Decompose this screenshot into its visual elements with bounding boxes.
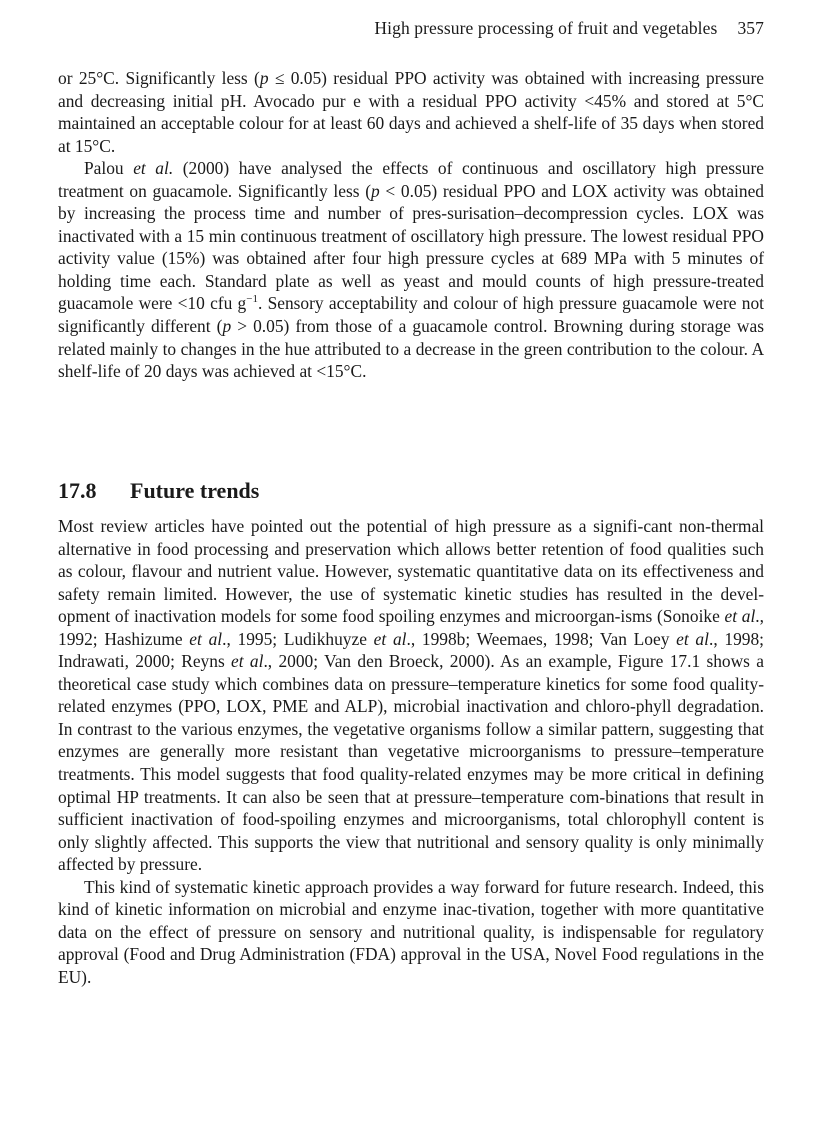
running-title: High pressure processing of fruit and vegetables bbox=[374, 18, 718, 38]
section-body bbox=[58, 515, 764, 988]
page-number: 357 bbox=[737, 18, 764, 38]
continued-text bbox=[58, 67, 764, 383]
paragraph-review: Most review articles have pointed out the potential of high pressure as a signifi-cant non-thermal alternative in food processing and preservation which allows better retention of food qualities such as colour, flavour and nutrient value. However, systematic quantitative data on its effectiveness and safety remain limited. However, the use of systematic kinetic studies has resulted in the devel-opment of inactivation models for some food spoiling enzymes and microorgan-isms (Sonoike et al., 1992; Hashizume et al., 1995; Ludikhuyze et al., 1998b; Weemaes, 1998; Van Loey et al., 1998; Indrawati, 2000; Reyns et al., 2000; Van den Broeck, 2000). As an example, Figure 17.1 shows a theoretical case study which combines data on pressure–temperature kinetics for some food quality-related enzymes (PPO, LOX, PME and ALP), microbial inactivation and chloro-phyll degradation. In contrast to the various enzymes, the vegetative organisms follow a similar pattern, suggesting that enzymes are generally more resistant than vegetative microorganisms to pressure–temperature treatments. This model suggests that food quality-related enzymes may be more critical in defining optimal HP treatments. It can also be seen that at pressure–temperature com-binations that result in sufficient inactivation of food-spoiling enzymes and microorganisms, total chlorophyll content is only slightly affected. This supports the view that nutritional and sensory quality is only minimally affected by pressure. bbox=[58, 516, 765, 875]
section-heading bbox=[58, 478, 259, 504]
paragraph-kinetic-approach: This kind of systematic kinetic approach provides a way forward for future research. Indeed, this kind of kinetic information on microbial and enzyme inac-tivation, together with more quantitative data on the effect of pressure on sensory and nutritional quality, is indispensable for regulatory approval (Food and Drug Administration (FDA) approval in the USA, Novel Food regulations in the EU). bbox=[58, 876, 764, 987]
section-title: Future trends bbox=[130, 478, 260, 503]
page bbox=[58, 0, 764, 1123]
paragraph-avocado: or 25°C. Significantly less (p ≤ 0.05) residual PPO activity was obtained with increasing pressure and decreasing initial pH. Avocado pur e with a residual PPO activity <45% and stored at 5°C maintained an acceptable colour for at least 60 days and achieved a shelf-life of 35 days when stored at 15°C. bbox=[58, 68, 764, 156]
paragraph-guacamole: Palou et al. (2000) have analysed the effects of continuous and oscillatory high pressure treatment on guacamole. Significantly less (p < 0.05) residual PPO and LOX activity was obtained by increasing the process time and number of pres-surisation–decompression cycles. LOX was inactivated with a 15 min continuous treatment of oscillatory high pressure. The lowest residual PPO activity value (15%) was obtained after four high pressure cycles at 689 MPa with 5 minutes of holding time each. Standard plate as well as yeast and mould counts of high pressure-treated guacamole were <10 cfu $g^{-1}$. Sensory acceptability and colour of high pressure guacamole were not significantly different (p > 0.05) from those of a guacamole control. Browning during storage was related mainly to changes in the hue attributed to a decrease in the green contribution to the colour. A shelf-life of 20 days was achieved at <15°C. bbox=[58, 158, 764, 382]
running-header bbox=[374, 18, 764, 39]
section-number: 17.8 bbox=[58, 478, 97, 503]
